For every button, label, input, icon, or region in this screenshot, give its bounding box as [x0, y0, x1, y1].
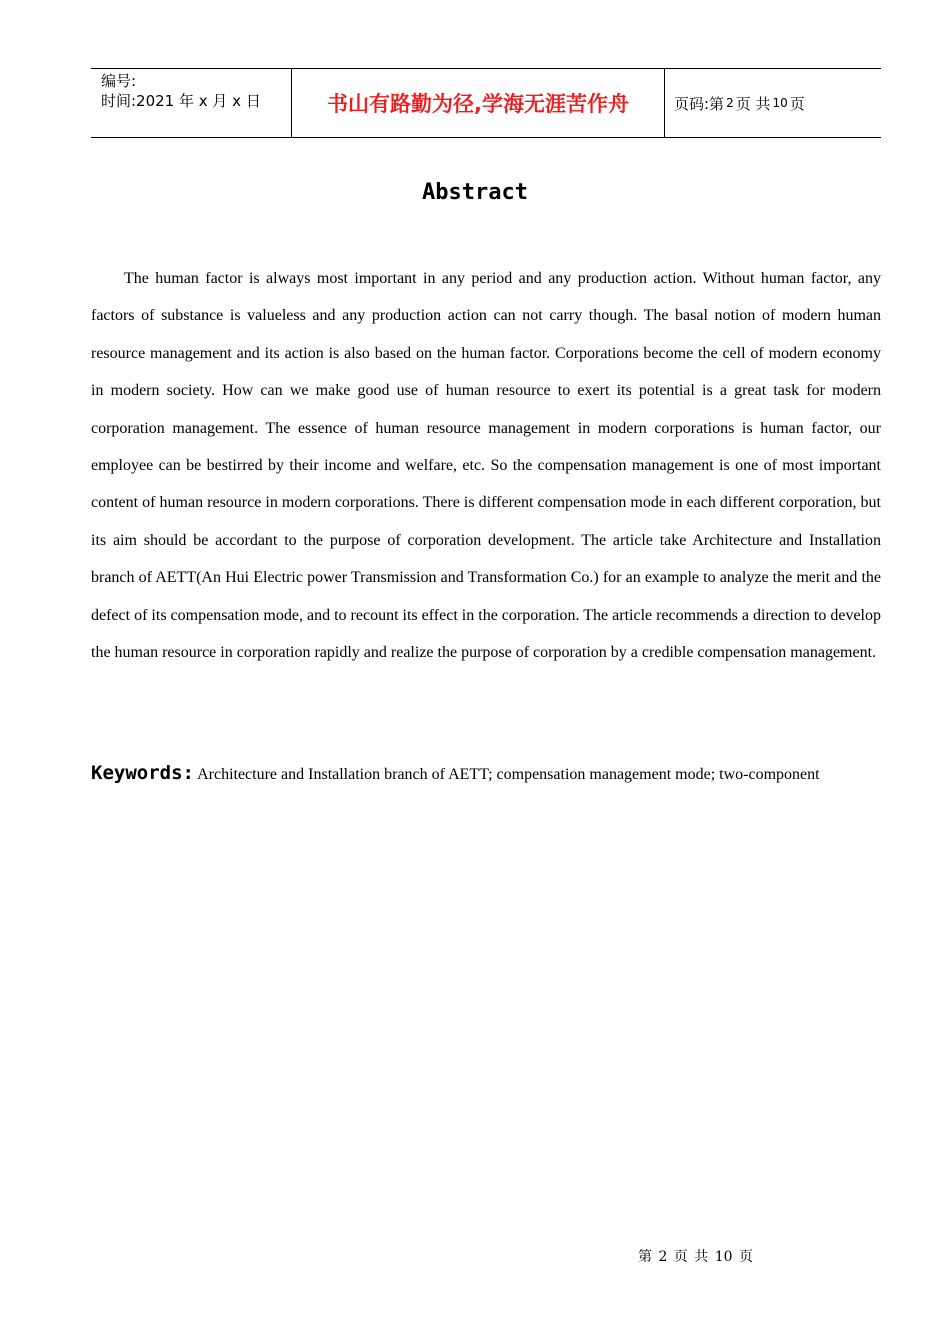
page-title: Abstract — [422, 180, 528, 205]
page-suffix: 页 — [789, 94, 805, 113]
page-footer: 第 2 页 共 10 页 — [638, 1249, 753, 1265]
abstract-body: The human factor is always most important in any period and any production action. Without human factor, any factors of substance is valueless and any production action can not carry though. The basal notion of modern human resource management and its action is also based on the human factor. Corporations become the cell of modern economy in modern society. How can we make good use of human resource to exert its potential is a great task for modern corporation management. The essence of human resource management in modern corporations is human factor, our employee can be bestirred by their income and welfare, etc. So the compensation management is one of most important content of human resource in modern corporations. There is different compensation mode in each different corporation, but its aim should be accordant to the purpose of corporation development. The article take Architecture and Installation branch of AETT(An Hui Electric power Transmission and Transformation Co.) for an example to analyze the merit and the defect of its compensation mode, and to recount its effect in the corporation. The article recommends a direction to develop the human resource in corporation rapidly and realize the purpose of corporation by a credible compensation management. — [91, 270, 881, 662]
page-current: 2 — [726, 96, 734, 110]
keywords-text: Architecture and Installation branch of AETT; compensation management mode; two-component — [197, 766, 820, 783]
page-header — [91, 68, 881, 138]
header-page-info — [665, 69, 881, 137]
number-label: 编号: — [101, 72, 137, 90]
header-motto: 书山有路勤为径,学海无涯苦作舟 — [292, 69, 665, 137]
time-label: 时间:2021 年 x 月 x 日 — [101, 92, 261, 110]
header-meta — [91, 69, 292, 137]
page-mid: 页 共 — [735, 94, 771, 113]
page-prefix: 页码:第 — [674, 94, 725, 113]
keywords-line — [91, 758, 881, 790]
keywords-label: Keywords: — [91, 762, 194, 784]
page-total: 10 — [772, 96, 788, 110]
